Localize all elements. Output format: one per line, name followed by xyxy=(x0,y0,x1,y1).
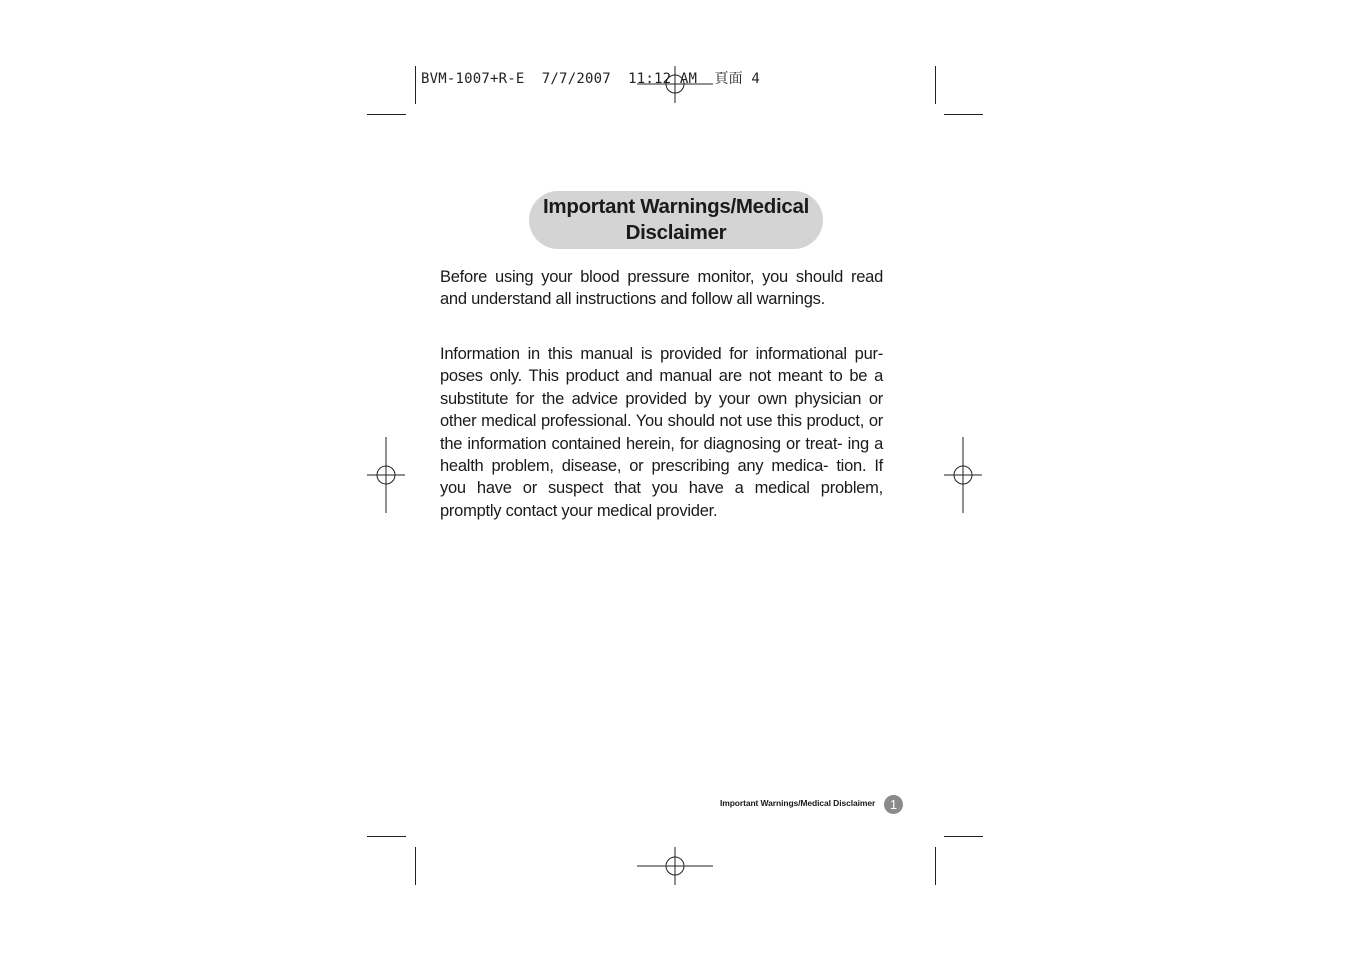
page-heading xyxy=(543,194,809,246)
heading-line-2: Disclaimer xyxy=(625,221,727,244)
registration-mark-right xyxy=(944,437,982,513)
heading-line-1: Important Warnings/Medical xyxy=(543,195,809,218)
registration-mark-left xyxy=(367,437,405,513)
footer-section-label: Important Warnings/Medical Disclaimer xyxy=(720,798,876,808)
registration-mark-bottom xyxy=(637,847,713,885)
print-slug-line: BVM-1007+R-E 7/7/2007 11:12 AM 頁面 4 xyxy=(421,71,761,87)
heading-pill xyxy=(529,191,823,249)
intro-paragraph: Before using your blood pressure monitor, you should read and understand all instructions and follow all warnings. xyxy=(440,268,883,309)
disclaimer-paragraph: Information in this manual is provided for informational pur- poses only. This product and manual are not meant to be a substitute for the advice provided by your own physician or other medical professional. You should not use this product, or the information contained herein, for diagnosing or treat- ing a health problem, disease, or prescribing any medica- tion. If you have or suspect that you have a medical problem, promptly contact your medical provider. xyxy=(440,345,883,520)
page-number-badge: 1 xyxy=(884,795,903,814)
